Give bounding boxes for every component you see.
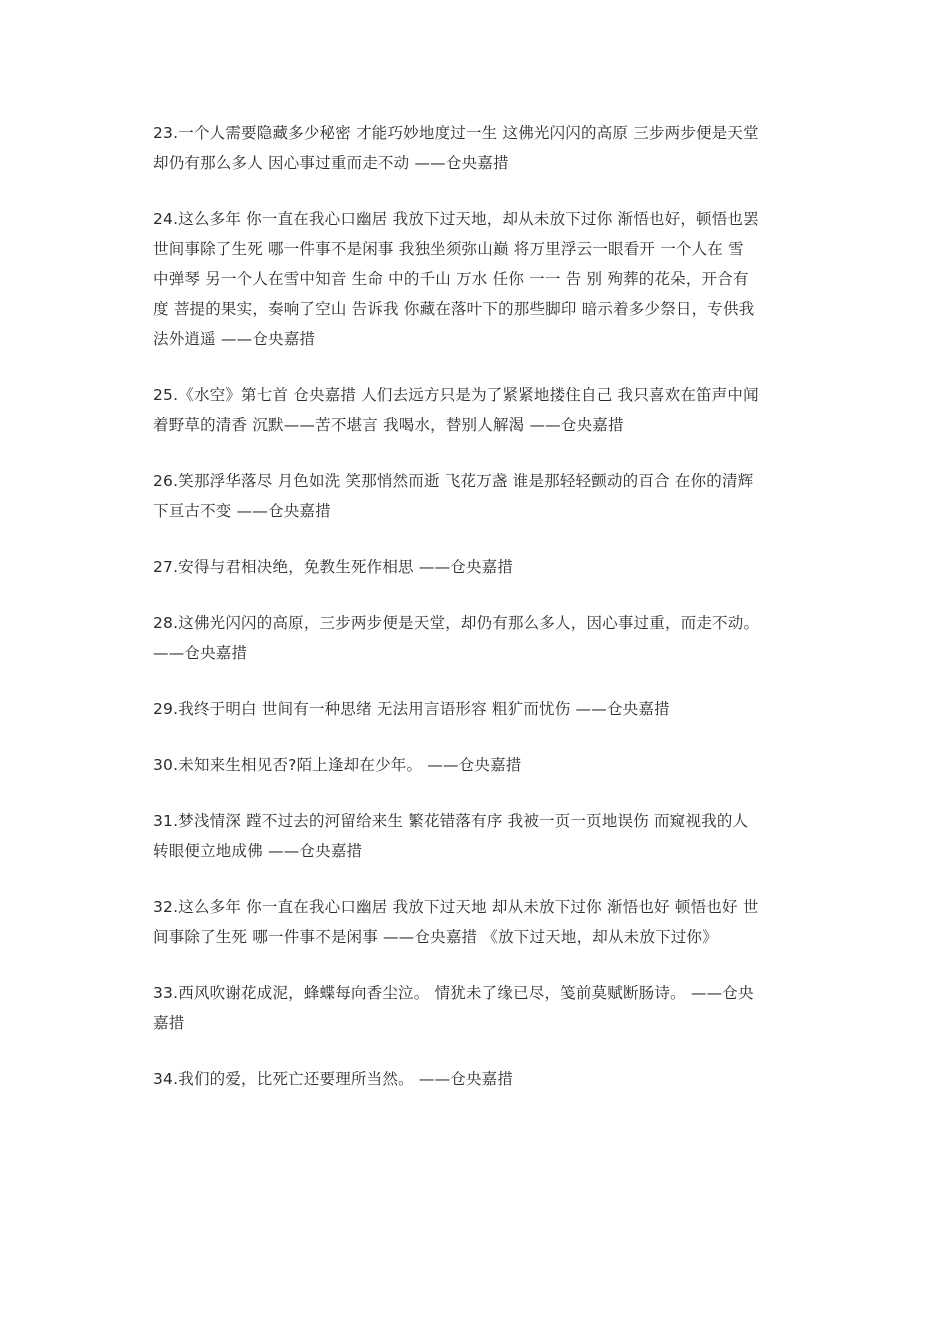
quote-entry-24: 24.这么多年 你一直在我心口幽居 我放下过天地，却从未放下过你 渐悟也好，顿悟也罢 世间事除了生死 哪一件事不是闲事 我独坐须弥山巅 将万里浮云一眼看开 一个人在 雪 中弹琴 另一个人在雪中知音 生命 中的千山 万水 任你 一一 告 别 殉葬的花朵，开合有 度 菩提的果实，奏响了空山 告诉我 你藏在落叶下的那些脚印 暗示着多少祭日，专供我 法外逍遥 ——仓央嘉措 bbox=[153, 210, 759, 348]
quote-entry-25: 25.《水空》第七首 仓央嘉措 人们去远方只是为了紧紧地搂住自己 我只喜欢在笛声中闻 着野草的清香 沉默——苦不堪言 我喝水，替别人解渴 ——仓央嘉措 bbox=[153, 386, 759, 434]
quote-entry-34: 34.我们的爱，比死亡还要理所当然。 ——仓央嘉措 bbox=[153, 1070, 514, 1088]
quote-entry-31: 31.梦浅情深 蹚不过去的河留给来生 繁花错落有序 我被一页一页地误伤 而窥视我的人 转眼便立地成佛 ——仓央嘉措 bbox=[153, 812, 749, 860]
quote-list bbox=[153, 118, 798, 1120]
quote-entry-26: 26.笑那浮华落尽 月色如洗 笑那悄然而逝 飞花万盏 谁是那轻轻颤动的百合 在你的清辉 下亘古不变 ——仓央嘉措 bbox=[153, 472, 754, 520]
quote-entry-32: 32.这么多年 你一直在我心口幽居 我放下过天地 却从未放下过你 渐悟也好 顿悟也好 世 间事除了生死 哪一件事不是闲事 ——仓央嘉措 《放下过天地，却从未放下过你》 bbox=[153, 898, 759, 946]
quote-entry-28: 28.这佛光闪闪的高原，三步两步便是天堂，却仍有那么多人，因心事过重，而走不动。 ——仓央嘉措 bbox=[153, 614, 760, 662]
quote-entry-23: 23.一个人需要隐藏多少秘密 才能巧妙地度过一生 这佛光闪闪的高原 三步两步便是天堂 却仍有那么多人 因心事过重而走不动 ——仓央嘉措 bbox=[153, 124, 759, 172]
quote-entry-27: 27.安得与君相决绝，免教生死作相思 ——仓央嘉措 bbox=[153, 558, 514, 576]
quote-entry-29: 29.我终于明白 世间有一种思绪 无法用言语形容 粗犷而忧伤 ——仓央嘉措 bbox=[153, 700, 670, 718]
quote-entry-33: 33.西风吹谢花成泥，蜂蝶每向香尘泣。 情犹未了缘已尽，笺前莫赋断肠诗。 ——仓央 嘉措 bbox=[153, 984, 754, 1032]
quote-entry-30: 30.未知来生相见否?陌上逢却在少年。 ——仓央嘉措 bbox=[153, 756, 522, 774]
